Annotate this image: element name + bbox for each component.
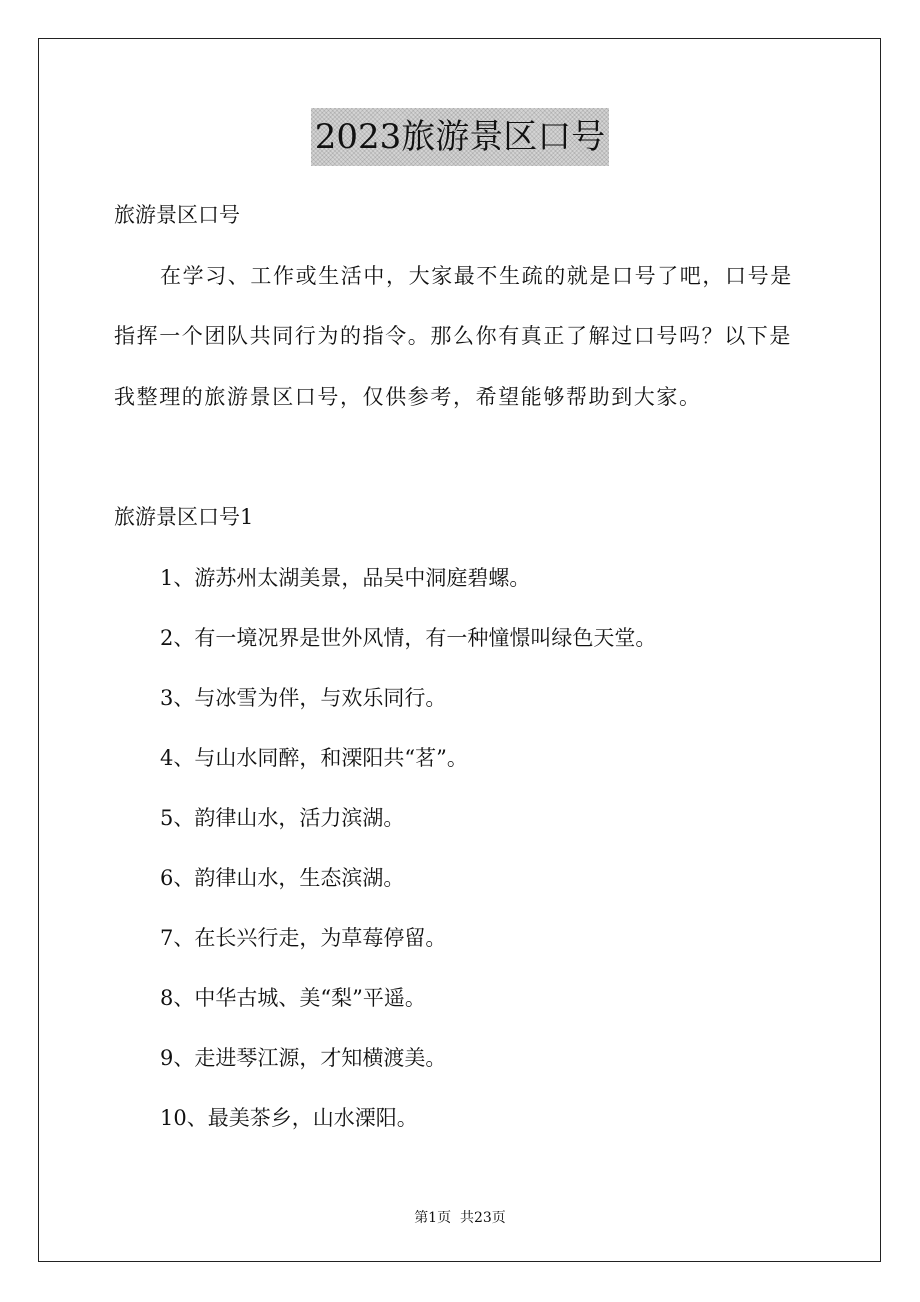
intro-line-1: 在学习、工作或生活中，大家最不生疏的就是口号了吧，口号是 [160, 264, 793, 288]
list-item-8: 8、中华古城、美“梨”平遥。 [160, 986, 426, 1010]
intro-line-3: 我整理的旅游景区口号，仅供参考，希望能够帮助到大家。 [114, 385, 702, 409]
list-item-7: 7、在长兴行走，为草莓停留。 [160, 926, 447, 950]
list-item-4: 4、与山水同醉，和溧阳共“茗”。 [160, 746, 468, 770]
list-item-6: 6、韵律山水，生态滨湖。 [160, 866, 405, 890]
list-item-3: 3、与冰雪为伴，与欢乐同行。 [160, 686, 447, 710]
list-item-10: 10、最美茶乡，山水溧阳。 [160, 1106, 418, 1130]
section-heading: 旅游景区口号1 [114, 505, 254, 529]
list-item-5: 5、韵律山水，活力滨湖。 [160, 806, 405, 830]
list-item-9: 9、走进琴江源，才知横渡美。 [160, 1046, 447, 1070]
subtitle: 旅游景区口号 [114, 203, 240, 227]
intro-line-2: 指挥一个团队共同行为的指令。那么你有真正了解过口号吗？以下是 [114, 324, 792, 348]
list-item-1: 1、游苏州太湖美景，品吴中洞庭碧螺。 [160, 566, 531, 590]
document-title: 2023旅游景区口号 [0, 108, 920, 166]
list-item-2: 2、有一境况界是世外风情，有一种憧憬叫绿色天堂。 [160, 626, 657, 650]
page-footer: 第1页 共23页 [414, 1210, 506, 1226]
